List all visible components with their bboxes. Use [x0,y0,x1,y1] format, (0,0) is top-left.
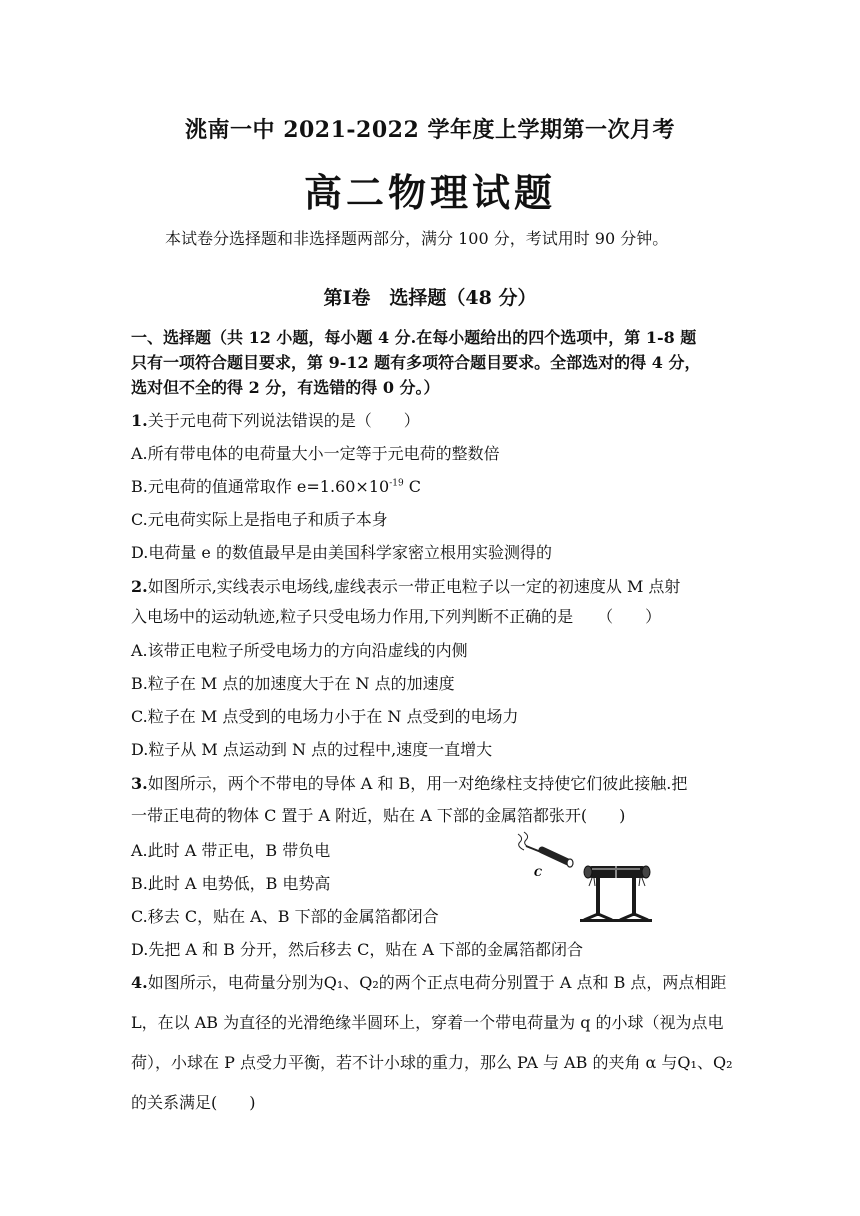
figure-label-c: C [534,868,542,879]
question-1-text: 关于元电荷下列说法错误的是（ ） [147,411,420,430]
question-1-option-d: D.电荷量 e 的数值最早是由美国科学家密立根用实验测得的 [131,543,552,562]
question-1-option-b [131,474,421,497]
exam-intro: 本试卷分选择题和非选择题两部分，满分 100 分，考试用时 90 分钟。 [165,229,669,248]
question-4-text: 如图所示，电荷量分别为Q₁、Q₂的两个正点电荷分别置于 A 点和 B 点，两点相距 L，在以 AB 为直径的光滑绝缘半圆环上，穿着一个带电荷量为 q 的小球（视为点电荷），小球在 P 点受力平衡，若不计小球的重力，那么 PA 与 AB 的夹角 α 与Q₁、Q₂的关系满足( ) [131,973,733,1112]
conductors-figure [512,830,652,930]
question-3-number: 3. [131,774,148,793]
question-3-option-d: D.先把 A 和 B 分开，然后移去 C，贴在 A 下部的金属箔都闭合 [131,940,584,959]
section-title: 第Ⅰ卷 选择题（48 分） [323,287,537,309]
section-instructions-1: 一、选择题（共 12 小题，每小题 4 分.在每小题给出的四个选项中，第 1-8 题 [131,328,697,347]
charged-rod-c [518,832,573,879]
section-instructions-2: 只有一项符合题目要求，第 9-12 题有多项符合题目要求。全部选对的得 4 分， [131,353,701,372]
question-2-number: 2. [131,577,148,596]
question-2-stem-2: 入电场中的运动轨迹,粒子只受电场力作用,下列判断不正确的是 （ ） [131,607,662,626]
question-1-number: 1. [131,411,148,430]
question-2-stem-1 [131,574,680,597]
exam-title: 高二物理试题 [303,170,556,215]
question-3-text-1: 如图所示，两个不带电的导体 A 和 B，用一对绝缘柱支持使它们彼此接触.把 [147,774,688,793]
question-2-option-b: B.粒子在 M 点的加速度大于在 N 点的加速度 [131,674,455,693]
question-3-option-b: B.此时 A 电势低，B 电势高 [131,874,331,893]
question-4-number: 4. [131,973,148,992]
question-1-option-b-exponent: -19 [389,478,404,489]
question-3-option-c: C.移去 C，贴在 A、B 下部的金属箔都闭合 [131,907,439,926]
question-1-option-b-text: B.元电荷的值通常取作 e=1.60×10 [131,477,390,496]
question-1-option-b-unit: C [403,477,422,496]
question-1-option-a: A.所有带电体的电荷量大小一定等于元电荷的整数倍 [131,444,500,463]
question-1-stem [131,408,420,431]
question-3-stem-2: 一带正电荷的物体 C 置于 A 附近，贴在 A 下部的金属箔都张开( ) [131,806,626,825]
question-4 [131,963,743,1123]
question-2-option-a: A.该带正电粒子所受电场力的方向沿虚线的内侧 [131,641,468,660]
question-2-option-d: D.粒子从 M 点运动到 N 点的过程中,速度一直增大 [131,740,493,759]
school-exam-line: 洮南一中 2021-2022 学年度上学期第一次月考 [185,117,675,143]
question-3-option-a: A.此时 A 带正电，B 带负电 [131,841,331,860]
insulating-stands [580,878,652,922]
question-3-stem-1 [131,771,687,794]
question-2-text-1: 如图所示,实线表示电场线,虚线表示一带正电粒子以一定的初速度从 M 点射 [147,577,681,596]
question-1-option-c: C.元电荷实际上是指电子和质子本身 [131,510,388,529]
conductors-ab [584,866,650,886]
section-instructions-3: 选对但不全的得 2 分，有选错的得 0 分。） [131,378,440,397]
question-2-option-c: C.粒子在 M 点受到的电场力小于在 N 点受到的电场力 [131,707,519,726]
